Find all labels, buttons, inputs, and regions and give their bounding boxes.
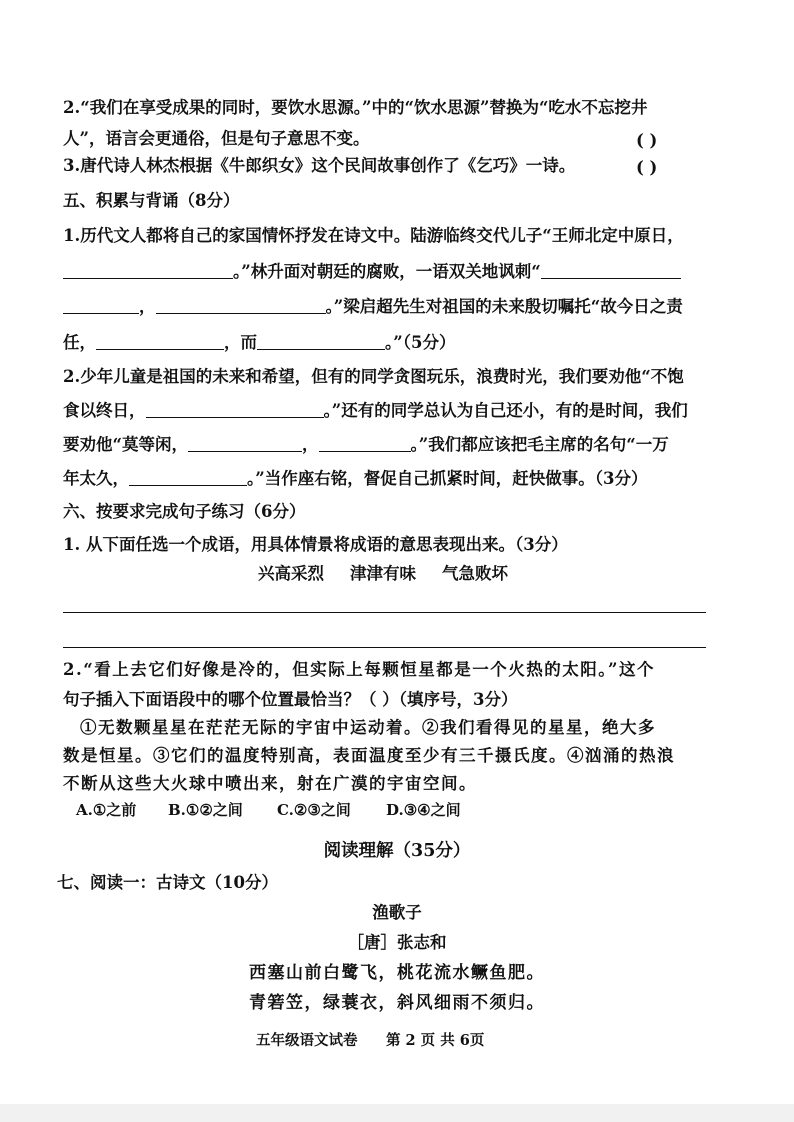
option-c[interactable]: C.②③之间 [277,801,351,819]
q2-line-1: 2.“我们在享受成果的同时，要饮水思源。”中的“饮水思源”替换为“吃水不忘挖井 [63,98,648,117]
poem-author: ［唐］张志和 [347,933,447,952]
section-6-title: 六、按要求完成句子练习（6分） [63,502,306,521]
passage-line-3: 不断从这些大火球中喷出来，射在广漠的宇宙空间。 [63,774,477,793]
poem-line-2: 青箬笠，绿蓑衣，斜风细雨不须归。 [249,993,545,1013]
s5-q2-line-1: 2.少年儿童是祖国的未来和希望，但有的同学贪图玩乐，浪费时光，我们要劝他“不饱 [63,367,684,386]
page-edge-shadow [0,1104,794,1122]
footer-exam-name: 五年级语文试卷 [256,1032,358,1049]
idiom-1: 兴高采烈 [258,564,324,583]
s5-q1-line-3: ， 。”梁启超先生对祖国的未来殷切嘱托“故今日之责 [63,298,683,316]
footer-page-number: 第 2 页 共 6页 [386,1032,485,1049]
s6-q2-line-2: 句子插入下面语段中的哪个位置最恰当？（ ）（填序号，3分） [63,690,518,709]
passage-line-2: 数是恒星。③它们的温度特别高，表面温度至少有三千摄氏度。④汹涌的热浪 [63,746,675,765]
poem-title: 渔歌子 [372,903,422,922]
answer-blank[interactable] [63,263,233,279]
answer-line-1[interactable] [63,612,706,613]
option-a[interactable]: A.①之前 [76,801,137,819]
answer-blank[interactable] [146,402,324,418]
s5-q1-line-4: 任， ，而 。”（5分） [63,333,456,352]
section-7-title: 七、阅读一：古诗文（10分） [57,873,278,892]
reading-section-title: 阅读理解（35分） [323,841,471,861]
poem-line-1: 西塞山前白鹭飞，桃花流水鳜鱼肥。 [249,963,545,983]
q2-line-2: 人”，语言会更通俗，但是句子意思不变。 [63,129,370,148]
answer-blank[interactable] [129,470,247,486]
answer-blank[interactable] [257,334,385,350]
answer-line-2[interactable] [63,647,706,648]
idiom-3: 气急败坏 [442,564,508,583]
q3-line: 3.唐代诗人林杰根据《牛郎织女》这个民间故事创作了《乞巧》一诗。 [63,156,576,175]
answer-blank[interactable] [541,263,681,279]
answer-blank[interactable] [188,436,302,452]
s5-q2-line-3: 要劝他“莫等闲， ， 。”我们都应该把毛主席的名句“一万 [63,435,669,454]
s5-q2-line-4: 年太久， 。”当作座右铭，督促自己抓紧时间，赶快做事。（3分） [63,469,648,488]
s6-q2-line-1: 2.“看上去它们好像是冷的，但实际上每颗恒星都是一个火热的太阳。”这个 [63,660,655,679]
idiom-2: 津津有味 [350,564,416,583]
s5-q2-line-2: 食以终日， 。”还有的同学总认为自己还小，有的是时间，我们 [63,401,688,420]
option-d[interactable]: D.③④之间 [386,801,461,819]
s5-q1-line-1: 1.历代文人都将自己的家国情怀抒发在诗文中。陆游临终交代儿子“王师北定中原日， [63,226,684,245]
s5-q1-line-2: 。”林升面对朝廷的腐败，一语双关地讽刺“ [63,263,681,281]
answer-blank[interactable] [96,334,224,350]
passage-line-1: ①无数颗星星在茫茫无际的宇宙中运动着。②我们看得见的星星，绝大多 [80,718,656,737]
s6-q1-line: 1. 从下面任选一个成语，用具体情景将成语的意思表现出来。（3分） [63,535,568,554]
answer-blank[interactable] [156,298,326,314]
q2-answer-paren[interactable]: ( ) [636,131,658,150]
q3-answer-paren[interactable]: ( ) [636,158,658,177]
option-b[interactable]: B.①②之间 [168,801,243,819]
answer-blank[interactable] [63,298,139,314]
section-5-title: 五、积累与背诵（8分） [63,191,240,210]
answer-blank[interactable] [319,436,411,452]
